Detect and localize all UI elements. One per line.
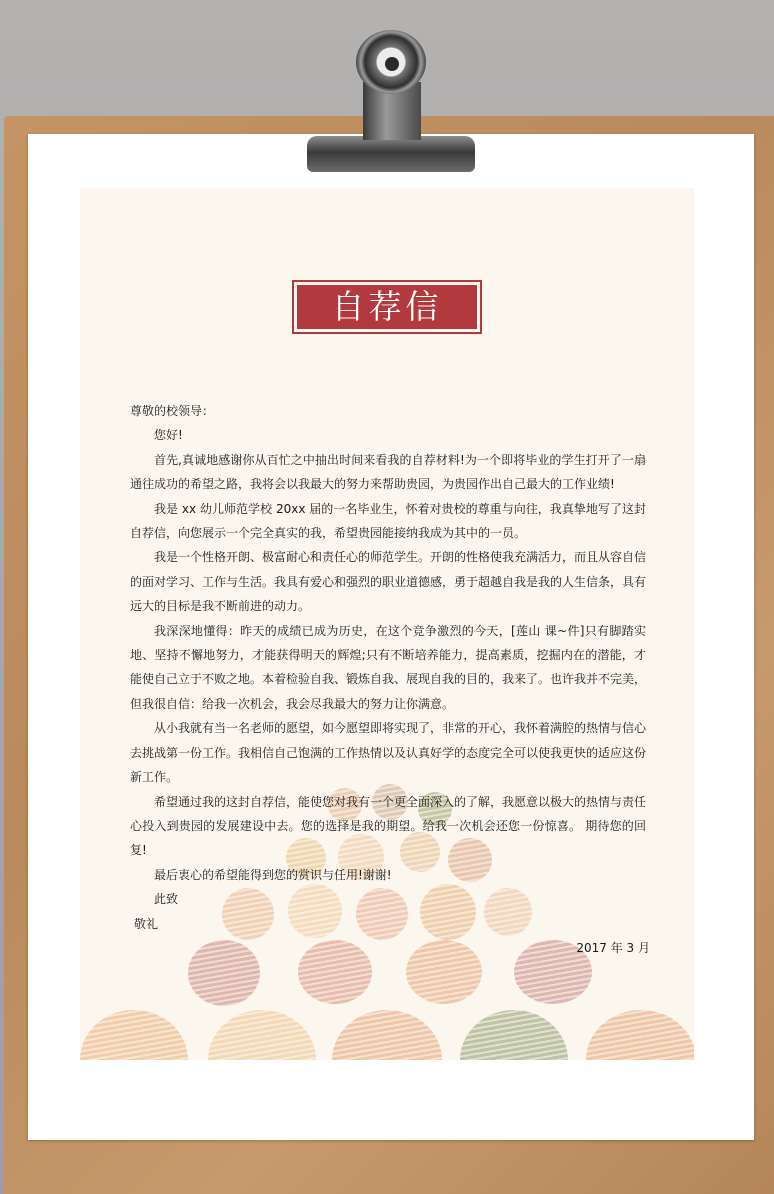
hello-line: 您好! [154,428,183,443]
page-title: 自荐信 [297,285,477,329]
title-box [292,280,482,334]
paragraph: 我是一个性格开朗、极富耐心和责任心的师范学生。开朗的性格使我充满活力，而且从容自信的面对学习、工作与生活。我具有爱心和强烈的职业道德感，勇于超越自我是我的人生信条，具有远大的目标是我不断前进的动力。 [130,550,647,614]
closing: 敬礼 [134,916,159,931]
greeting: 尊敬的校领导： [130,404,215,418]
paragraph: 最后衷心的希望能得到您的赏识与任用!谢谢! [154,867,392,882]
letter-area [80,188,694,1060]
paragraph: 首先,真诚地感谢你从百忙之中抽出时间来看我的自荐材料!为一个即将毕业的学生打开了一扇通往成功的希望之路，我将会以我最大的努力来帮助贵园，为贵园作出自己最大的工作业绩! [130,452,646,492]
paragraph: 我深深地懂得：昨天的成绩已成为历史，在这个竞争激烈的今天，[莲山 课~件]只有脚踏实地、坚持不懈地努力，才能获得明天的辉煌;只有不断培养能力，提高素质，挖掘内在的潜能，才能使自己立于不败之地。本着检验自我、锻炼自我、展现自我的目的，我来了。也许我并不完美，但我很自信：给我一次机会，我会尽我最大的努力让你满意。 [130,623,647,711]
paragraph: 希望通过我的这封自荐信，能使您对我有一个更全面深入的了解，我愿意以极大的热情与责任心投入到贵园的发展建设中去。您的选择是我的期望。给我一次机会还您一份惊喜。 期待您的回复! [130,794,647,858]
date: 2017 年 3 月 [576,940,650,955]
paragraph: 此致 [154,892,179,907]
paragraph: 我是 xx 幼儿师范学校 20xx 届的一名毕业生，怀着对贵校的尊重与向往，我真挚地写了这封自荐信，向您展示一个完全真实的我，希望贵园能接纳我成为其中的一员。 [130,501,646,541]
letter-body [130,399,650,960]
clip-screw [385,57,399,71]
binder-clip-icon [307,136,475,172]
paragraph: 从小我就有当一名老师的愿望，如今愿望即将实现了，非常的开心，我怀着满腔的热情与信心去挑战第一份工作。我相信自己饱满的工作热情以及认真好学的态度完全可以使我更快的适应这份新工作。 [130,721,647,785]
